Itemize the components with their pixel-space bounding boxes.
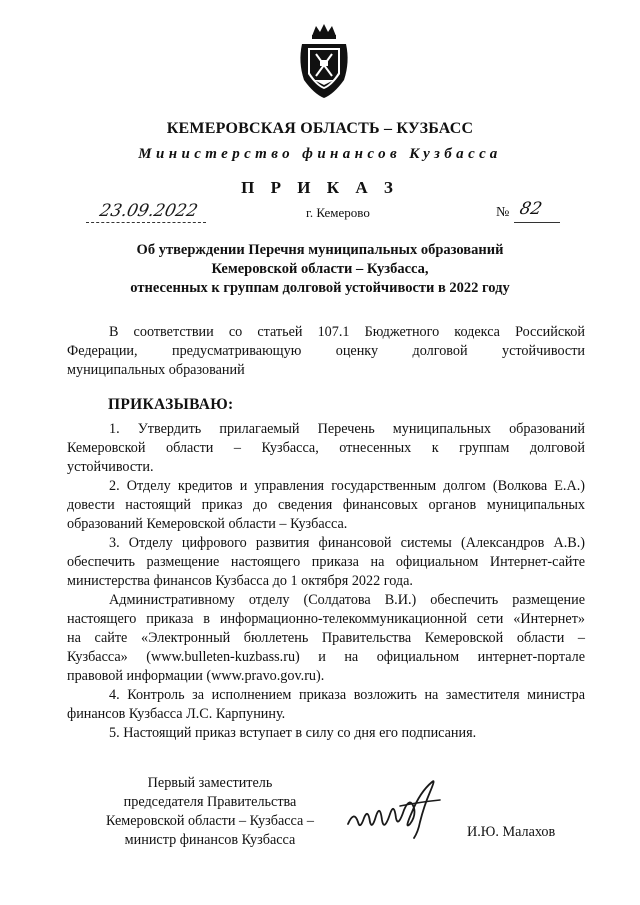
item-2-line: довести настоящий приказ до сведения финансовых органов муниципальных [67,497,585,513]
ministry-title: Министерство финансов Кузбасса [138,146,502,162]
item-5-line: 5. Настоящий приказ вступает в силу со дня его подписания. [109,725,477,741]
order-date: 23.09.2022 [97,201,200,221]
item-1-line: 1. Утвердить прилагаемый Перечень муниципальных образований [109,421,585,437]
preamble-line: муниципальных образований [67,362,245,378]
signatory-title-line: председателя Правительства [123,794,297,810]
date-number-line [86,199,560,226]
subject-line: Об утверждении Перечня муниципальных образований [136,242,504,258]
item-1-line: устойчивости. [67,459,154,475]
order-word: ПРИКАЗЫВАЮ: [108,396,234,413]
preamble-line: Федерации, предусматривающую оценку долговой устойчивости [67,343,585,359]
handwritten-signature [340,772,452,842]
order-subject [80,241,560,298]
number-underline [514,222,560,223]
item-2-line: образований Кемеровской области – Кузбасса. [67,516,348,532]
admin-item-line: Кузбасса» (www.bulleten-kuzbass.ru) и на официальном интернет-портале [67,649,585,665]
item-3-line: обеспечить размещение настоящего приказа на официальном Интернет-сайте [67,554,585,570]
preamble-line: В соответствии со статьей 107.1 Бюджетного кодекса Российской [109,324,585,340]
subject-line: отнесенных к группам долговой устойчивости в 2022 году [130,280,510,296]
item-4-line: 4. Контроль за исполнением приказа возложить на заместителя министра [109,687,585,703]
coat-of-arms-emblem [296,22,352,100]
signatory-title-line: министр финансов Кузбасса [124,832,296,848]
document-type: П Р И К А З [241,178,399,197]
admin-item-line: правовой информации (www.pravo.gov.ru). [67,668,325,684]
item-3-line: министерства финансов Кузбасса до 1 октября 2022 года. [67,573,413,589]
preamble [67,323,585,380]
item-3-line: 3. Отделу цифрового развития финансовой системы (Александров А.В.) [109,535,585,551]
signatory-title-line: Кемеровской области – Кузбасса – [106,813,314,829]
item-4-line: финансов Кузбасса Л.С. Карпунину. [67,706,286,722]
signatory-title [70,774,350,850]
city: г. Кемерово [306,205,370,220]
admin-item-line: Административному отделу (Солдатова В.И.) обеспечить размещение [109,592,585,608]
order-items [67,420,585,743]
number-label: № [496,205,510,220]
admin-item-line: настоящего приказа в информационно-телекоммуникационной сети «Интернет» [67,611,585,627]
subject-line: Кемеровской области – Кузбасса, [211,261,429,277]
signatory-title-line: Первый заместитель [147,775,273,791]
order-number: 82 [517,199,544,219]
date-underline [86,222,206,223]
admin-item-line: на сайте «Электронный бюллетень Правительства Кемеровской области – [67,630,585,646]
item-2-line: 2. Отделу кредитов и управления государственным долгом (Волкова Е.А.) [109,478,585,494]
region-title: КЕМЕРОВСКАЯ ОБЛАСТЬ – КУЗБАСС [166,120,474,137]
signatory-name: И.Ю. Малахов [467,824,556,840]
item-1-line: Кемеровской области – Кузбасса, отнесенных к группам долговой [67,440,585,456]
